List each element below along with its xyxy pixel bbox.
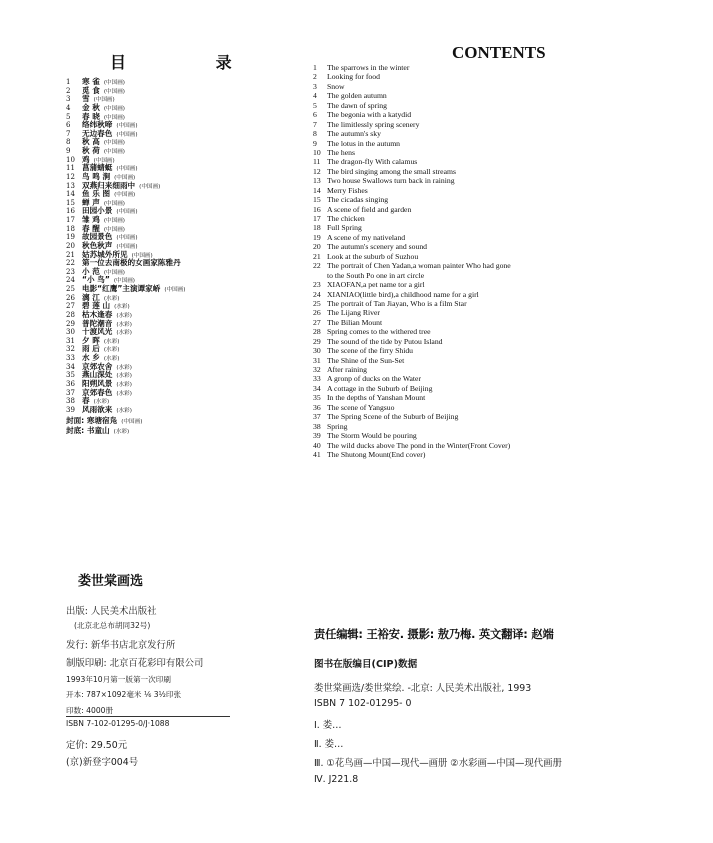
- cip-heading: 图书在版编目(CIP)数据: [314, 659, 418, 670]
- item-title: 无边春色: [82, 128, 113, 138]
- item-number: 8: [66, 138, 71, 147]
- item-title: 京郊春色: [82, 387, 113, 397]
- item-text: Look at the suburb of Suzhou: [327, 251, 419, 261]
- contents-en-item: [313, 223, 708, 232]
- item-medium: (水彩): [103, 356, 120, 362]
- item-medium: (中国画): [103, 269, 125, 276]
- item-number: 20: [66, 241, 75, 250]
- item-title: “小 鸟”: [82, 275, 110, 285]
- item-text: The golden autumn: [327, 91, 387, 101]
- item-title: 风雨欲来: [82, 404, 113, 414]
- item-number: 12: [313, 166, 321, 176]
- item-medium: (中国画): [114, 174, 136, 181]
- item-number: 36: [313, 402, 321, 412]
- contents-en-item: [313, 205, 708, 214]
- cip-line-4: Ⅱ. 娄…: [314, 739, 344, 750]
- item-medium: (中国画): [103, 140, 125, 147]
- item-text: The Shine of the Sun-Set: [327, 355, 405, 365]
- item-number: 28: [313, 327, 321, 337]
- item-number: 23: [313, 280, 321, 290]
- item-medium: (中国画): [103, 88, 125, 95]
- item-title: 碧 莲 山: [82, 301, 111, 311]
- item-number: 10: [313, 147, 321, 157]
- contents-en-item: [313, 403, 708, 412]
- front-cover-medium: (中国画): [121, 419, 143, 425]
- item-number: 10: [66, 155, 75, 164]
- item-text: The sparrows in the winter: [327, 63, 410, 72]
- item-medium: (中国画): [116, 235, 138, 242]
- item-number: 12: [66, 172, 75, 181]
- back-cover-medium: (水彩): [113, 429, 130, 435]
- contents-en-item: [313, 450, 708, 459]
- item-text: The portrait of Chen Yadan,a woman painter Who had gone: [327, 261, 511, 271]
- item-number: 32: [313, 365, 321, 374]
- item-number: 1: [313, 63, 317, 72]
- item-medium: (水彩): [116, 373, 132, 380]
- item-medium: (中国画): [93, 157, 115, 164]
- license-number: (京)新登字004号: [66, 757, 139, 768]
- contents-en-item: [313, 337, 708, 346]
- contents-en-item: [313, 82, 708, 91]
- item-text: Snow: [327, 81, 345, 91]
- item-text: Spring: [327, 421, 348, 431]
- front-cover-title: 封面: 寒塘宿凫: [66, 416, 118, 425]
- contents-cn-item: [66, 147, 316, 156]
- contents-cn-item: [66, 406, 316, 415]
- item-title: 春: [82, 396, 90, 406]
- contents-en-item: [313, 214, 708, 223]
- item-number: 6: [66, 121, 71, 130]
- contents-en-item: [313, 356, 708, 365]
- item-number: 17: [66, 216, 75, 224]
- contents-en-item: [313, 91, 708, 100]
- item-title: 春 晓: [82, 111, 100, 121]
- item-number: 24: [313, 289, 321, 299]
- contents-en-item: [313, 261, 708, 270]
- item-number: 30: [66, 328, 75, 337]
- contents-en-list: [313, 63, 708, 459]
- contents-en-item: [313, 412, 708, 421]
- cip-line-5: Ⅲ. ①花鸟画—中国—现代—画册 ②水彩画—中国—现代画册: [314, 758, 562, 769]
- item-number: 6: [313, 110, 317, 120]
- item-text: to the South Po one in art circle: [327, 270, 425, 280]
- item-medium: (中国画): [116, 209, 138, 216]
- item-medium: (中国画): [103, 200, 125, 207]
- contents-cn-item: [66, 95, 316, 104]
- format: 开本: 787×1092毫米 ⅙ 3½印张: [66, 690, 182, 699]
- contents-en-item: [313, 233, 708, 242]
- contents-en-item: [313, 167, 708, 176]
- contents-cn-item: [66, 190, 316, 199]
- contents-en-item: [313, 318, 708, 327]
- item-number: 5: [313, 100, 317, 110]
- item-title: 寒 雀: [82, 77, 100, 86]
- item-medium: (水彩): [116, 390, 132, 397]
- cip-line-1: 娄世棠画选/娄世棠绘. -北京: 人民美术出版社, 1993: [314, 683, 532, 694]
- contents-en-item: [313, 157, 708, 166]
- item-medium: (水彩): [116, 330, 132, 337]
- item-text: Looking for food: [327, 72, 380, 82]
- item-number: 7: [313, 119, 317, 129]
- item-number: 22: [313, 261, 321, 271]
- item-title: 普陀潮音: [82, 318, 113, 328]
- item-text: The scene of the firry Shidu: [327, 346, 414, 356]
- item-number: 11: [313, 157, 321, 167]
- item-text: The Lijang River: [327, 308, 380, 318]
- item-number: 13: [313, 176, 321, 186]
- item-number: 27: [66, 302, 75, 311]
- item-title: 田园小景: [82, 206, 113, 216]
- item-title: 春 醒: [82, 223, 100, 233]
- item-number: 26: [313, 308, 321, 318]
- item-number: 41: [313, 449, 321, 459]
- item-medium: (中国画): [103, 105, 125, 112]
- contents-cn-item: [66, 259, 316, 268]
- item-number: 38: [313, 421, 321, 431]
- contents-en-item: [313, 72, 708, 81]
- item-number: 3: [66, 95, 71, 104]
- contents-cn-title: 目 录: [110, 53, 274, 72]
- item-text: The Bilian Mount: [327, 317, 383, 327]
- item-medium: (中国画): [93, 97, 115, 104]
- contents-en-item: [313, 176, 708, 185]
- item-text: Merry Fishes: [327, 185, 368, 195]
- item-text: The chicken: [327, 214, 365, 223]
- item-number: 34: [313, 383, 321, 393]
- item-number: 21: [66, 250, 75, 259]
- cip-line-2: ISBN 7 102-01295- 0: [314, 698, 412, 709]
- contents-en-item: [313, 195, 708, 204]
- item-text: The sound of the tide by Putou Island: [327, 336, 443, 346]
- item-title: 燕山深处: [82, 370, 113, 380]
- distributor: 发行: 新华书店北京发行所: [66, 640, 176, 651]
- back-cover-entry: [66, 426, 316, 435]
- item-medium: (水彩): [116, 381, 132, 388]
- contents-cn-item: [66, 130, 316, 139]
- item-text: The autumn's sky: [327, 129, 381, 139]
- contents-cn-item: [66, 328, 316, 337]
- item-medium: (水彩): [116, 364, 132, 371]
- contents-en-item: [313, 441, 708, 450]
- item-title: 秋 荷: [82, 146, 100, 155]
- item-number: 7: [66, 129, 71, 138]
- item-medium: (水彩): [116, 312, 132, 319]
- item-number: 8: [313, 129, 317, 139]
- item-number: 9: [66, 147, 71, 155]
- contents-en-item: [313, 290, 708, 299]
- item-number: 36: [66, 379, 75, 388]
- item-text: The wild ducks above The pond in the Winter(Front Cover): [327, 440, 511, 450]
- printer: 制版印刷: 北京百花彩印有限公司: [66, 658, 204, 669]
- item-number: 27: [313, 317, 321, 327]
- item-text: The dragon-fly With calamus: [327, 157, 418, 167]
- item-title: 阳朔风景: [82, 378, 113, 388]
- item-text: A gronp of ducks on the Water: [327, 374, 422, 384]
- item-title: 雏 鸡: [82, 215, 100, 224]
- item-title: 电影“红鹰”主演谭家峤: [82, 284, 161, 293]
- contents-cn-item: [66, 104, 316, 113]
- item-medium: (水彩): [103, 295, 120, 302]
- item-title: 雨 后: [82, 344, 100, 354]
- item-title: 鱼 乐 图: [82, 189, 111, 199]
- item-title: 秋 高: [82, 137, 100, 147]
- contents-cn-item: [66, 207, 316, 216]
- item-number: 9: [313, 138, 317, 148]
- contents-en-item: [313, 110, 708, 119]
- item-number: 31: [313, 355, 321, 365]
- item-number: 32: [66, 345, 75, 354]
- item-title: 雪: [82, 94, 90, 104]
- item-title: 夕 晖: [82, 335, 100, 345]
- book-title: 娄世棠画选: [78, 574, 144, 589]
- item-number: 17: [313, 214, 321, 223]
- contents-en-item: [313, 299, 708, 308]
- item-number: 31: [66, 336, 75, 345]
- item-text: XIANIAO(little bird),a childhood name for a girl: [327, 289, 479, 299]
- item-number: 4: [313, 91, 317, 101]
- item-medium: (中国画): [103, 218, 125, 224]
- item-title: 京郊农舍: [82, 361, 113, 371]
- item-number: 28: [66, 310, 75, 319]
- item-title: 菖蒲蜻蜓: [82, 163, 113, 173]
- item-text: In the depths of Yanshan Mount: [327, 393, 426, 403]
- item-number: 29: [313, 336, 321, 346]
- item-number: 2: [66, 86, 71, 95]
- item-number: 35: [66, 371, 75, 380]
- item-text: Two house Swallows turn back in raining: [327, 176, 455, 186]
- item-text: The lotus in the autumn: [327, 138, 401, 148]
- item-title: 十渡风光: [82, 327, 113, 337]
- item-medium: (中国画): [116, 166, 138, 173]
- item-number: 39: [66, 405, 75, 414]
- item-number: 19: [66, 233, 75, 242]
- item-title: 觅 食: [82, 85, 100, 95]
- item-text: A scene of field and garden: [327, 204, 412, 214]
- item-title: 络纬秋啼: [82, 120, 113, 130]
- contents-en-item: [313, 365, 708, 374]
- item-medium: (中国画): [116, 123, 138, 130]
- item-medium: (中国画): [139, 183, 161, 190]
- item-text: The limitlessly spring scenery: [327, 119, 420, 129]
- item-number: 13: [66, 181, 75, 190]
- item-title: 鸡: [82, 154, 90, 164]
- item-text: The portrait of Tan Jiayan, Who is a film Star: [327, 298, 467, 308]
- contents-en-item: [313, 120, 708, 129]
- item-number: 20: [313, 242, 321, 252]
- item-text: The Storm Would be pouring: [327, 431, 417, 441]
- item-text: The dawn of spring: [327, 100, 387, 110]
- price: 定价: 29.50元: [66, 740, 128, 751]
- item-number: 21: [313, 251, 321, 261]
- item-title: 小 范: [82, 266, 100, 276]
- item-title: 故园景色: [82, 232, 113, 242]
- item-medium: (中国画): [103, 114, 125, 121]
- contents-en-item: [313, 129, 708, 138]
- item-number: 15: [66, 198, 75, 207]
- item-title: 水 乡: [82, 353, 100, 362]
- item-text: The Spring Scene of the Suburb of Beijing: [327, 412, 459, 422]
- item-medium: (中国画): [103, 80, 125, 86]
- contents-en-item: [313, 327, 708, 336]
- item-medium: (水彩): [116, 321, 132, 328]
- item-number: 34: [66, 362, 75, 371]
- cip-line-3: Ⅰ. 娄…: [314, 720, 342, 731]
- contents-cn-item: [66, 345, 316, 354]
- contents-en-item: [313, 422, 708, 431]
- contents-cn-item: [66, 87, 316, 96]
- item-medium: (中国画): [113, 278, 135, 285]
- item-number: 35: [313, 393, 321, 403]
- item-number: 11: [66, 164, 75, 173]
- front-cover-entry: [66, 416, 316, 425]
- item-number: 15: [313, 195, 321, 205]
- item-number: 18: [313, 223, 321, 233]
- item-text: The cicadas singing: [327, 195, 389, 205]
- contents-en-item: [313, 384, 708, 393]
- contents-cn-item: [66, 389, 316, 398]
- item-medium: (水彩): [116, 407, 132, 414]
- item-text: The autumn's scenery and sound: [327, 242, 428, 252]
- item-medium: (中国画): [116, 131, 138, 138]
- item-text: After raining: [327, 365, 367, 374]
- item-title: 漓 江: [82, 292, 100, 302]
- credits: 责任编辑: 王裕安. 摄影: 敖乃梅. 英文翻译: 赵端: [314, 628, 554, 641]
- contents-en-item: [313, 374, 708, 383]
- contents-cn-item: [66, 337, 316, 346]
- contents-en-item: [313, 101, 708, 110]
- contents-en-item: [313, 186, 708, 195]
- item-number: 5: [66, 112, 71, 121]
- item-text: A cottage in the Suburb of Beijing: [327, 383, 433, 393]
- item-text: Full Spring: [327, 223, 362, 233]
- print-run: 印数: 4000册: [66, 706, 114, 715]
- item-number: 2: [313, 72, 317, 82]
- item-number: 16: [66, 207, 75, 216]
- contents-en-item: [313, 63, 708, 72]
- contents-en-item: [313, 393, 708, 402]
- contents-cn-list: [66, 78, 316, 414]
- item-text: The scene of Yangsuo: [327, 402, 395, 412]
- item-number: 39: [313, 431, 321, 441]
- contents-en-item: [313, 308, 708, 317]
- item-medium: (中国画): [116, 243, 138, 250]
- item-number: 37: [313, 412, 321, 422]
- item-number: 33: [66, 354, 75, 362]
- item-text: A scene of my nativeland: [327, 232, 406, 242]
- item-number: 30: [313, 346, 321, 356]
- item-text: The Shutong Mount(End cover): [327, 449, 426, 459]
- item-medium: (中国画): [103, 226, 125, 233]
- item-title: 鸟 鸣 涧: [82, 171, 111, 181]
- item-medium: (水彩): [103, 338, 120, 345]
- item-medium: (水彩): [93, 399, 110, 406]
- item-number: 23: [66, 267, 75, 276]
- item-text: Spring comes to the withered tree: [327, 327, 431, 337]
- contents-en-title: CONTENTS: [452, 43, 546, 62]
- item-number: 3: [313, 81, 317, 91]
- item-number: 25: [66, 285, 75, 293]
- contents-en-item: [313, 280, 708, 289]
- item-number: 14: [66, 190, 75, 199]
- item-text: XIAOFAN,a pet name tor a girl: [327, 280, 425, 290]
- isbn: ISBN 7-102-01295-0/J·1088: [66, 719, 170, 728]
- contents-en-item: [313, 148, 708, 157]
- item-medium: (中国画): [114, 192, 136, 199]
- publisher: 出版: 人民美术出版社: [66, 606, 157, 617]
- contents-en-item: [313, 431, 708, 440]
- item-medium: (中国画): [131, 252, 153, 259]
- item-title: 姑苏城外所见: [82, 249, 128, 259]
- item-title: 双燕归来细雨中: [82, 180, 136, 190]
- contents-en-item: [313, 346, 708, 355]
- item-medium: (水彩): [103, 347, 120, 354]
- item-title: 第一位去南极的女画家陈雅丹: [82, 258, 181, 268]
- contents-en-item: [313, 139, 708, 148]
- contents-en-item: [313, 271, 708, 280]
- item-number: 22: [66, 259, 75, 268]
- back-cover-title: 封底: 书童山: [66, 426, 110, 435]
- item-title: 秋色秋声: [82, 240, 113, 250]
- item-number: 24: [66, 276, 75, 285]
- item-medium: (中国画): [164, 287, 186, 293]
- item-title: 枯木逢春: [82, 309, 113, 319]
- item-number: 16: [313, 204, 321, 214]
- item-number: 38: [66, 397, 75, 406]
- item-title: 蝉 声: [82, 197, 100, 207]
- item-medium: (水彩): [114, 304, 130, 311]
- item-number: 33: [313, 374, 321, 384]
- item-text: The bird singing among the small streams: [327, 166, 456, 176]
- item-number: 25: [313, 298, 321, 308]
- item-number: 40: [313, 440, 321, 450]
- publisher-address: (北京北总布胡同32号): [74, 621, 151, 630]
- item-number: 19: [313, 232, 321, 242]
- item-number: 4: [66, 103, 71, 112]
- item-medium: (中国画): [103, 149, 125, 155]
- contents-cn-item: [66, 216, 316, 225]
- divider-rule: [66, 716, 230, 717]
- contents-cn-item: [66, 138, 316, 147]
- cip-line-6: Ⅳ. J221.8: [314, 774, 359, 785]
- item-number: 14: [313, 185, 321, 195]
- edition: 1993年10月第一版第一次印刷: [66, 675, 171, 684]
- item-number: 26: [66, 293, 75, 302]
- item-number: 29: [66, 319, 75, 328]
- contents-cn-item: [66, 285, 316, 294]
- item-title: 金 秋: [82, 102, 100, 112]
- contents-cn-item: [66, 78, 316, 87]
- item-text: The hens: [327, 147, 355, 157]
- contents-en-item: [313, 242, 708, 251]
- item-number: 1: [66, 78, 71, 86]
- item-number: 37: [66, 388, 75, 397]
- item-number: 18: [66, 224, 75, 233]
- item-text: The begonia with a katydid: [327, 110, 412, 120]
- contents-en-item: [313, 252, 708, 261]
